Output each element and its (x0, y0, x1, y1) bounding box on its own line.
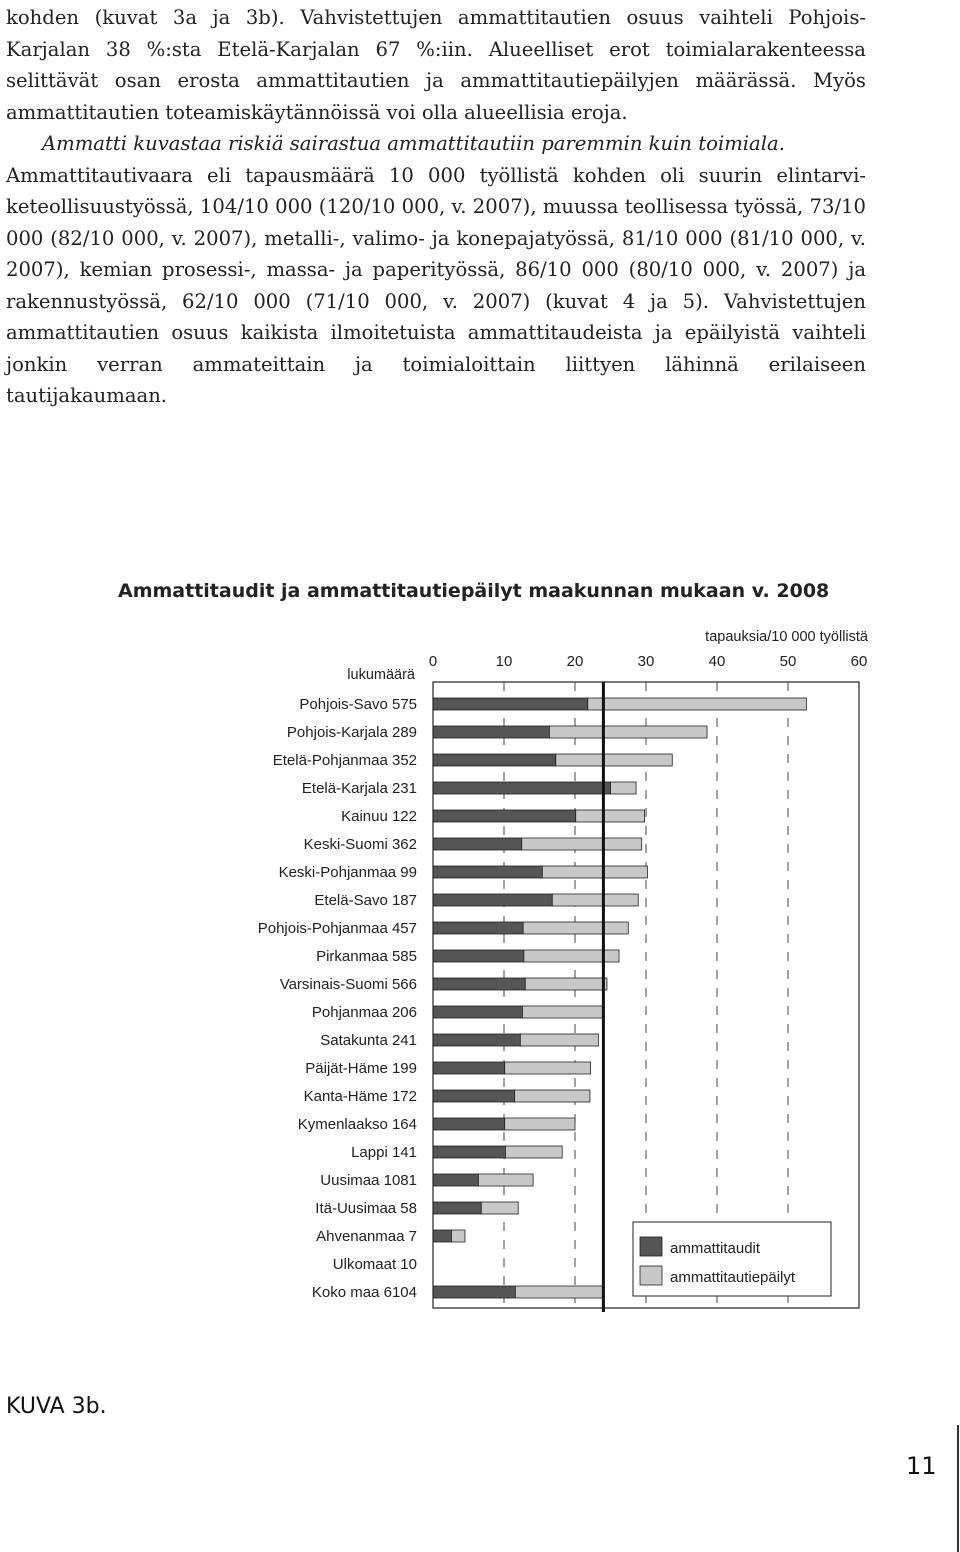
category-label: Ahvenanmaa 7 (316, 1228, 417, 1245)
bar-ammattitautiepailyt (556, 754, 672, 766)
x-tick-label: 50 (779, 653, 797, 670)
bar-ammattitaudit (433, 754, 556, 766)
unit-label: tapauksia/10 000 työllistä (705, 629, 868, 645)
bar-ammattitaudit (433, 866, 542, 878)
bar-ammattitaudit (433, 1174, 478, 1186)
gridlines (504, 682, 788, 1308)
bar-ammattitaudit (433, 978, 525, 990)
legend-swatch-ammattitautiepailyt (640, 1266, 662, 1285)
bar-ammattitautiepailyt (542, 866, 647, 878)
category-label: Itä-Uusimaa 58 (315, 1200, 417, 1217)
bar-ammattitaudit (433, 1090, 515, 1102)
paragraph-2: Ammatti kuvastaa riskiä sairastua ammattitautiin paremmin kuin toimiala. (42, 132, 785, 155)
bar-ammattitautiepailyt (522, 838, 642, 850)
category-label: Lappi 141 (351, 1144, 417, 1161)
bar-ammattitaudit (433, 726, 549, 738)
bar-ammattitaudit (433, 950, 524, 962)
category-label: Pohjanmaa 206 (311, 1004, 417, 1021)
category-label: Kanta-Häme 172 (303, 1088, 417, 1105)
bar-ammattitautiepailyt (481, 1202, 518, 1214)
bar-ammattitaudit (433, 1034, 520, 1046)
bar-ammattitaudit (433, 1062, 505, 1074)
bar-ammattitautiepailyt (525, 978, 607, 990)
category-label: Keski-Pohjanmaa 99 (278, 864, 417, 881)
body-text (6, 2, 866, 412)
count-label: lukumäärä (347, 667, 415, 683)
x-tick-label: 60 (850, 653, 868, 670)
category-label: Kymenlaakso 164 (297, 1116, 417, 1133)
bar-ammattitautiepailyt (588, 698, 807, 710)
bars (433, 698, 806, 1298)
x-tick-label: 20 (566, 653, 584, 670)
bar-ammattitautiepailyt (515, 1286, 603, 1298)
bar-ammattitaudit (433, 838, 522, 850)
bar-ammattitautiepailyt (451, 1230, 464, 1242)
paragraph-1: kohden (kuvat 3a ja 3b). Vahvistettujen ammattitautien osuus vaihteli Pohjois-Karjalan 38 %:sta Etelä-Karjalan 67 %:iin. Alueelliset erot toimialarakenteessa selittävät osan erosta ammattitautien ja ammattitautiepäilyjen määrässä. Myös ammattitautien toteamiskäytännöissä voi olla alueellisia eroja. (6, 6, 866, 124)
bar-ammattitaudit (433, 1286, 515, 1298)
x-tick-labels (429, 653, 868, 670)
page-rule (957, 1425, 959, 1552)
bar-ammattitautiepailyt (520, 1034, 598, 1046)
bar-ammattitautiepailyt (576, 810, 645, 822)
category-label: Pohjois-Karjala 289 (286, 724, 417, 741)
x-tick-label: 10 (495, 653, 513, 670)
category-label: Varsinais-Suomi 566 (279, 976, 417, 993)
bar-ammattitaudit (433, 1146, 505, 1158)
category-label: Pohjois-Pohjanmaa 457 (257, 920, 417, 937)
category-label: Kainuu 122 (341, 808, 417, 825)
bar-ammattitautiepailyt (523, 922, 628, 934)
bar-ammattitaudit (433, 922, 523, 934)
chart-title: Ammattitaudit ja ammattitautiepäilyt maakunnan mukaan v. 2008 (118, 580, 830, 602)
category-label: Koko maa 6104 (311, 1284, 417, 1301)
legend-label-ammattitautiepailyt: ammattitautiepäilyt (670, 1269, 796, 1286)
category-label: Etelä-Karjala 231 (301, 780, 417, 797)
x-tick-label: 30 (637, 653, 655, 670)
category-label: Satakunta 241 (320, 1032, 417, 1049)
bar-ammattitaudit (433, 782, 611, 794)
category-label: Etelä-Pohjanmaa 352 (272, 752, 417, 769)
x-tick-label: 40 (708, 653, 726, 670)
bar-ammattitaudit (433, 894, 552, 906)
legend (633, 1222, 831, 1296)
legend-label-ammattitaudit: ammattitaudit (670, 1240, 761, 1257)
bar-ammattitautiepailyt (505, 1146, 562, 1158)
legend-swatch-ammattitaudit (640, 1237, 662, 1256)
bar-ammattitautiepailyt (505, 1118, 575, 1130)
paragraph-3: Ammattitautivaara eli tapausmäärä 10 000 työllistä kohden oli suurin elintarvi-keteollisuustyössä, 104/10 000 (120/10 000, v. 2007), muussa teollisessa työssä, 73/10 000 (82/10 000, v. 2007), metalli-, valimo- ja konepajatyössä, 81/10 000 (81/10 000, v. 2007), kemian prosessi-, massa- ja paperityössä, 86/10 000 (80/10 000, v. 2007) ja rakennustyössä, 62/10 000 (71/10 000, v. 2007) (kuvat 4 ja 5). Vahvistettujen ammattitautien osuus kaikista ilmoitetuista ammattitaudeista ja epäilyistä vaihteli jonkin verran ammateittain ja toimialoittain liittyen lähinnä erilaiseen tautijakaumaan. (6, 163, 866, 407)
bar-ammattitaudit (433, 698, 588, 710)
bar-ammattitautiepailyt (478, 1174, 533, 1186)
bar-ammattitautiepailyt (522, 1006, 603, 1018)
category-label: Etelä-Savo 187 (314, 892, 417, 909)
bar-ammattitautiepailyt (611, 782, 637, 794)
bar-ammattitautiepailyt (505, 1062, 591, 1074)
x-tick-label: 0 (428, 653, 438, 670)
category-label: Pirkanmaa 585 (316, 948, 417, 965)
category-label: Uusimaa 1081 (320, 1172, 417, 1189)
chart (0, 620, 960, 1340)
category-labels (258, 696, 417, 1301)
bar-ammattitautiepailyt (552, 894, 638, 906)
page-number: 11 (906, 1452, 937, 1480)
bar-ammattitaudit (433, 1202, 481, 1214)
figure-caption: KUVA 3b. (6, 1394, 107, 1419)
category-label: Pohjois-Savo 575 (299, 696, 417, 713)
category-label: Keski-Suomi 362 (303, 836, 417, 853)
category-label: Ulkomaat 10 (332, 1256, 417, 1273)
bar-ammattitaudit (433, 1118, 505, 1130)
bar-ammattitaudit (433, 810, 576, 822)
bar-ammattitaudit (433, 1006, 522, 1018)
bar-ammattitautiepailyt (515, 1090, 590, 1102)
category-label: Päijät-Häme 199 (305, 1060, 417, 1077)
bar-ammattitautiepailyt (549, 726, 707, 738)
bar-ammattitaudit (433, 1230, 451, 1242)
